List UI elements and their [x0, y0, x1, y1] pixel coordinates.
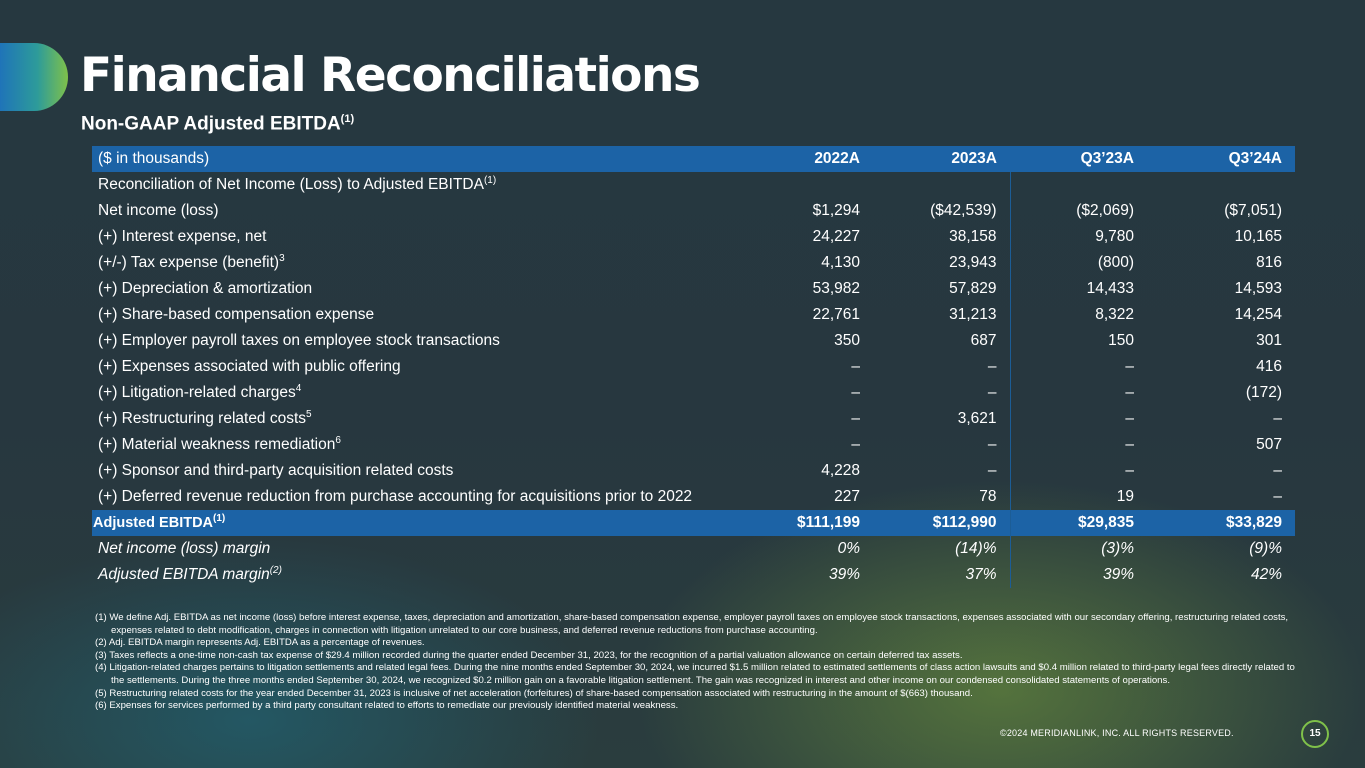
col-header-q323a: Q3’23A	[1080, 150, 1134, 167]
row-value-col-1: –	[851, 436, 860, 453]
row-value-col-4: 42%	[1250, 566, 1282, 583]
row-label-text: Net income (loss)	[98, 202, 219, 219]
copyright-notice: ©2024 MERIDIANLINK, INC. ALL RIGHTS RESERVED.	[1000, 728, 1234, 738]
row-value-col-2: $112,990	[932, 514, 997, 531]
row-value-col-2: 31,213	[949, 306, 997, 323]
row-value-col-3: –	[1010, 432, 1147, 458]
row-value-col-2: –	[987, 358, 997, 375]
row-value-col-1: 350	[834, 332, 860, 349]
row-value-col-1: 53,982	[812, 280, 860, 297]
footnote-5: (5) Restructuring related costs for the year ended December 31, 2023 is inclusive of net acceleration (forfeitures) of share-based compensation associated with restructuring in the amount of $(663) thousand.	[95, 687, 973, 699]
row-label	[92, 328, 742, 354]
table-row	[92, 458, 1295, 484]
title-accent-shape	[0, 43, 68, 111]
row-footnote-ref: (1)	[213, 513, 226, 525]
row-footnote-ref: 6	[335, 434, 341, 446]
row-value-col-2: 57,829	[949, 280, 997, 297]
row-label	[92, 380, 742, 406]
row-label-text: (+) Interest expense, net	[98, 228, 267, 245]
footnote-1: (1) We define Adj. EBITDA as net income (loss) before interest expense, taxes, depreciation and amortization, share-based compensation expense, employer payroll taxes on employee stock transactions, expenses associated with our secondary offering, restructuring related costs, expenses related to debt modification, charges in connection with litigation unrelated to our core business, and deferred revenue reductions from purchase accounting.	[95, 612, 1289, 636]
row-label	[92, 276, 742, 302]
row-value-col-1: 4,130	[821, 254, 860, 271]
page-title: Financial Reconciliations	[80, 48, 700, 103]
row-value-col-1: $111,199	[797, 514, 860, 531]
table-row	[92, 432, 1295, 458]
row-label-text: (+) Restructuring related costs	[98, 410, 307, 427]
row-label	[92, 484, 742, 510]
margin-row	[92, 562, 1295, 588]
row-label	[92, 224, 742, 250]
subtitle-footnote-ref: (1)	[340, 113, 355, 125]
row-value-col-3: ($2,069)	[1010, 198, 1147, 224]
row-value-col-1: 4,228	[821, 462, 860, 479]
row-footnote-ref: 4	[295, 382, 302, 394]
table-row	[92, 354, 1295, 380]
footnote-6: (6) Expenses for services performed by a third party consultant related to efforts to remediate our previously identified material weakness.	[95, 700, 679, 712]
section-label-row	[92, 172, 1295, 198]
footnotes	[95, 612, 1310, 713]
row-value-col-2: 687	[970, 332, 997, 349]
ebitda-reconciliation-table	[92, 146, 1295, 588]
row-footnote-ref: (2)	[269, 564, 282, 576]
row-value-col-3: 19	[1010, 484, 1147, 510]
row-value-col-4: 14,254	[1234, 306, 1282, 323]
row-label-text: (+) Sponsor and third-party acquisition related costs	[98, 462, 454, 479]
col-header-q324a: Q3’24A	[1228, 150, 1282, 167]
row-value-col-2: (14)%	[955, 540, 997, 557]
footnote-4: (4) Litigation-related charges pertains to litigation settlements and related legal fees. During the nine months ended September 30, 2024, we incurred $1.5 million related to estimated settlements of class action lawsuits and $0.4 million related to third-party legal fees directly related to the settlements. During the three months ended September 30, 2024, we recognized $0.2 million gain on a favorable litigation settlement. The gain was recognized in interest and other income on our condensed consolidated statements of operations.	[95, 662, 1295, 686]
row-label-text: Adjusted EBITDA	[93, 515, 214, 531]
table-row	[92, 250, 1295, 276]
section-label-text: Reconciliation of Net Income (Loss) to Adjusted EBITDA	[98, 176, 484, 193]
adjusted-ebitda-total-row	[92, 510, 1295, 536]
row-footnote-ref: 5	[306, 408, 312, 420]
table-row	[92, 328, 1295, 354]
row-value-col-1: –	[851, 410, 860, 427]
row-value-col-4: –	[1273, 488, 1282, 505]
row-value-col-1: 39%	[828, 566, 860, 583]
row-value-col-2: –	[987, 462, 997, 479]
section-label	[92, 172, 742, 198]
table-subtitle	[81, 113, 354, 135]
col-header-2022a: 2022A	[814, 150, 860, 167]
row-label-text: (+) Depreciation & amortization	[98, 280, 313, 297]
footnote-3: (3) Taxes reflects a one-time non-cash tax expense of $29.4 million recorded during the quarter ended December 31, 2023, for the recognition of a partial valuation allowance on certain deferred tax assets.	[95, 649, 963, 661]
row-label	[92, 562, 742, 588]
row-label-text: (+) Share-based compensation expense	[98, 306, 375, 323]
row-value-col-2: 78	[979, 488, 997, 505]
row-value-col-4: ($7,051)	[1224, 202, 1282, 219]
row-value-col-3: –	[1010, 354, 1147, 380]
section-footnote-ref: (1)	[483, 174, 497, 186]
row-label	[92, 432, 742, 458]
row-value-col-4: 507	[1256, 436, 1282, 453]
row-label	[92, 458, 742, 484]
table-row	[92, 276, 1295, 302]
row-value-col-2: 38,158	[949, 228, 997, 245]
row-value-col-3: 8,322	[1010, 302, 1147, 328]
row-label	[92, 510, 742, 536]
table-row	[92, 484, 1295, 510]
row-label	[92, 302, 742, 328]
row-value-col-4: (9)%	[1249, 540, 1282, 557]
row-label	[92, 536, 742, 562]
row-value-col-1: 24,227	[812, 228, 860, 245]
row-value-col-3: (3)%	[1010, 536, 1147, 562]
row-value-col-1: 22,761	[812, 306, 860, 323]
row-value-col-4: 301	[1256, 332, 1282, 349]
table-row	[92, 198, 1295, 224]
row-label-text: (+) Employer payroll taxes on employee stock transactions	[98, 332, 500, 349]
row-value-col-2: 23,943	[949, 254, 997, 271]
row-value-col-3: –	[1010, 458, 1147, 484]
row-value-col-2: 3,621	[957, 410, 997, 427]
row-value-col-1: $1,294	[812, 202, 860, 219]
margin-row	[92, 536, 1295, 562]
row-label-text: Net income (loss) margin	[98, 540, 271, 557]
row-value-col-4: $33,829	[1225, 514, 1282, 531]
row-value-col-4: –	[1273, 462, 1282, 479]
row-value-col-2: –	[987, 436, 997, 453]
row-value-col-1: –	[851, 358, 860, 375]
table-row	[92, 302, 1295, 328]
col-header-2023a: 2023A	[951, 150, 997, 167]
row-label	[92, 198, 742, 224]
row-value-col-2: –	[987, 384, 997, 401]
row-value-col-4: –	[1273, 410, 1282, 427]
row-value-col-4: (172)	[1245, 384, 1282, 401]
row-value-col-2: ($42,539)	[930, 202, 997, 219]
row-value-col-4: 10,165	[1234, 228, 1282, 245]
units-label: ($ in thousands)	[98, 150, 210, 167]
footnote-2: (2) Adj. EBITDA margin represents Adj. EBITDA as a percentage of revenues.	[95, 637, 425, 649]
row-value-col-4: 14,593	[1234, 280, 1282, 297]
table-row	[92, 406, 1295, 432]
row-value-col-3: 9,780	[1010, 224, 1147, 250]
subtitle-text: Non-GAAP Adjusted EBITDA	[81, 113, 341, 135]
table-header-row	[92, 146, 1295, 172]
row-value-col-3: (800)	[1010, 250, 1147, 276]
row-label	[92, 354, 742, 380]
row-value-col-3: $29,835	[1010, 510, 1147, 536]
row-label-text: (+) Deferred revenue reduction from purchase accounting for acquisitions prior to 2022	[98, 488, 693, 505]
row-label-text: (+/-) Tax expense (benefit)	[98, 254, 280, 271]
row-label-text: (+) Litigation-related charges	[98, 384, 296, 401]
row-value-col-3: –	[1010, 380, 1147, 406]
row-footnote-ref: 3	[279, 252, 285, 264]
row-label-text: Adjusted EBITDA margin	[98, 566, 270, 583]
row-value-col-1: –	[851, 384, 860, 401]
row-value-col-3: 14,433	[1010, 276, 1147, 302]
row-value-col-1: 0%	[837, 540, 860, 557]
row-value-col-3: –	[1010, 406, 1147, 432]
row-label	[92, 250, 742, 276]
row-value-col-1: 227	[834, 488, 860, 505]
table-body	[92, 172, 1295, 588]
row-label-text: (+) Expenses associated with public offering	[98, 358, 401, 375]
page-number-badge: 15	[1301, 720, 1329, 748]
row-value-col-4: 416	[1256, 358, 1282, 375]
row-value-col-4: 816	[1256, 254, 1282, 271]
row-value-col-3: 39%	[1010, 562, 1147, 588]
row-label-text: (+) Material weakness remediation	[98, 436, 336, 453]
table-row	[92, 224, 1295, 250]
row-label	[92, 406, 742, 432]
table-row	[92, 380, 1295, 406]
row-value-col-2: 37%	[965, 566, 997, 583]
row-value-col-3: 150	[1010, 328, 1147, 354]
